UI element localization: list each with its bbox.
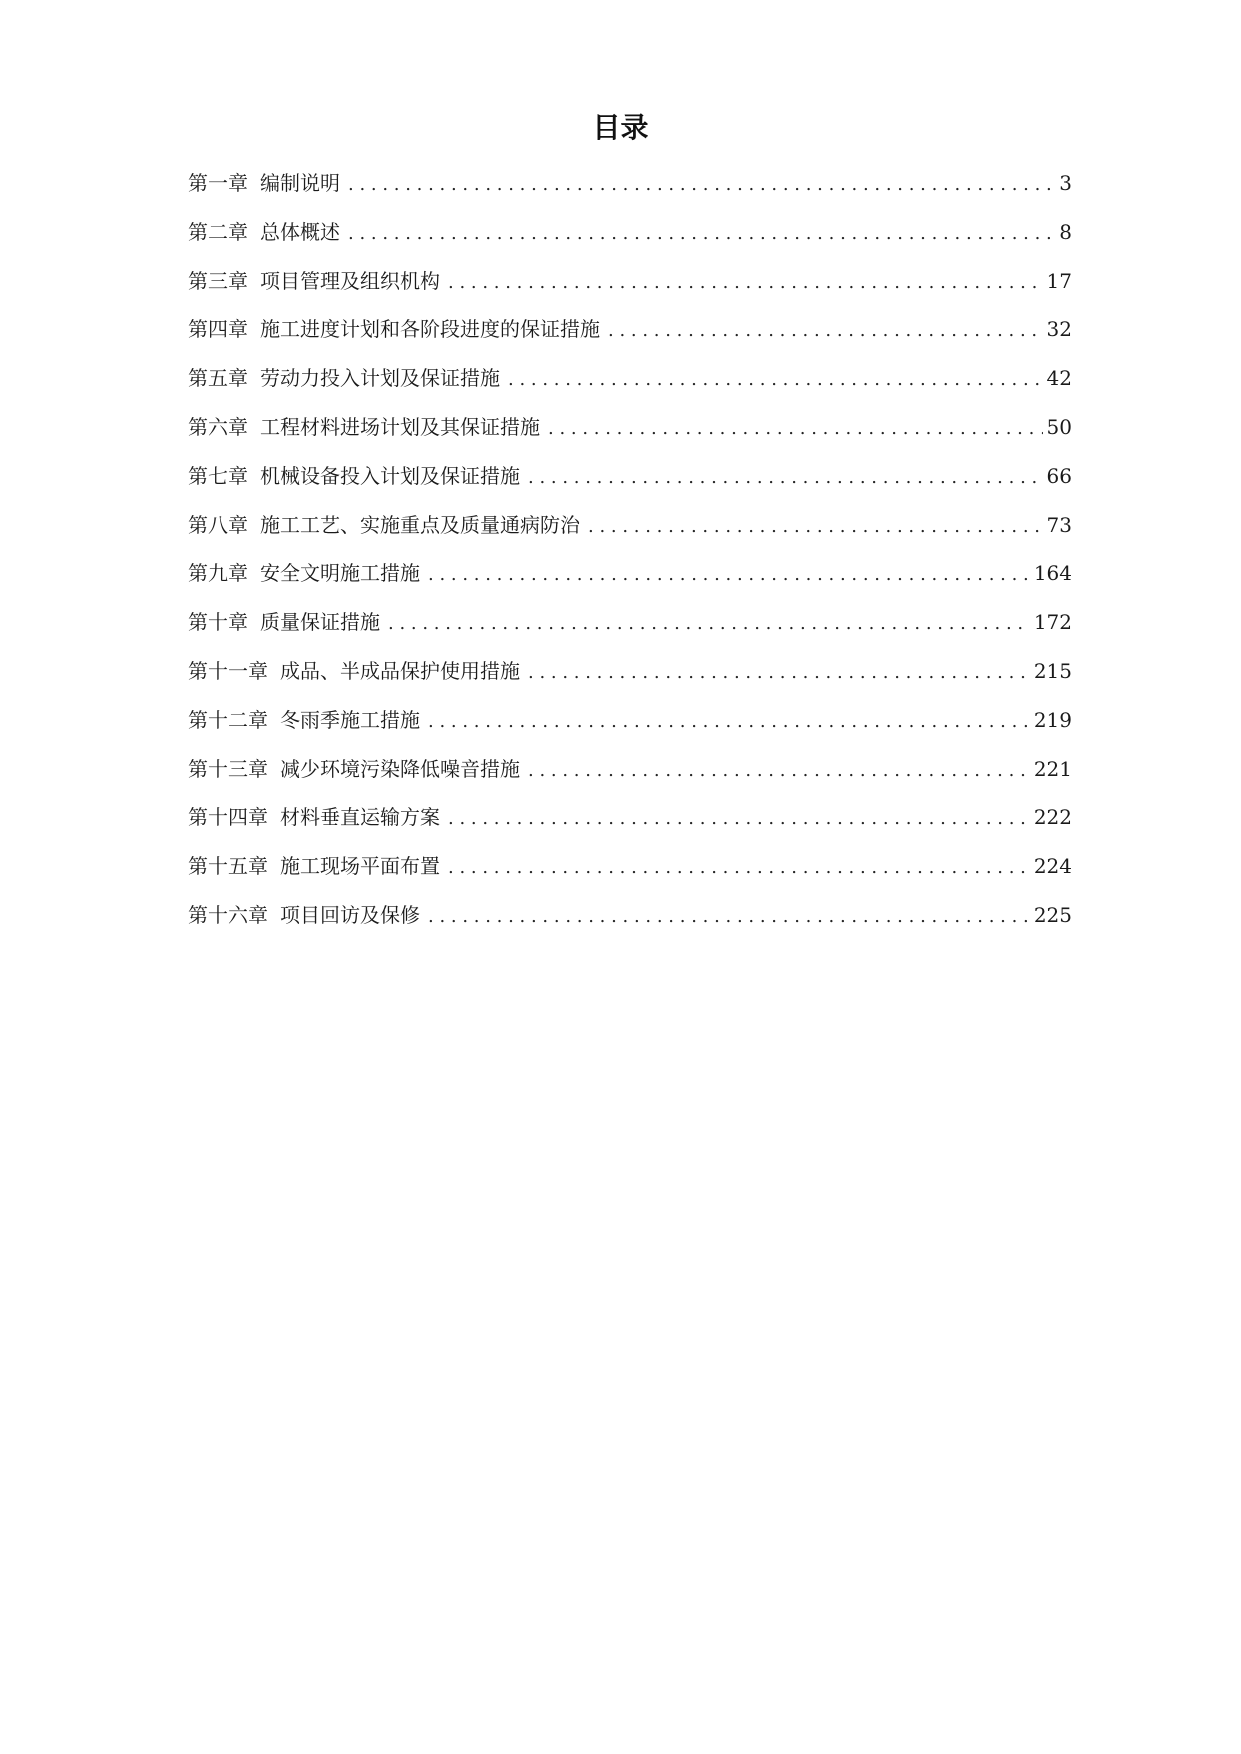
toc-chapter-title: 施工工艺、实施重点及质量通病防治 [260,512,580,537]
toc-dot-leader [348,219,1055,249]
toc-chapter-title: 减少环境污染降低噪音措施 [280,756,520,781]
toc-page-number: 224 [1033,854,1072,879]
toc-chapter-title: 材料垂直运输方案 [280,805,440,830]
toc-chapter-number: 第十一章 [188,658,268,683]
toc-page-number: 172 [1033,610,1072,635]
toc-chapter-number: 第五章 [188,366,248,391]
toc-dot-leader [548,414,1043,444]
toc-chapter-number: 第六章 [188,414,248,439]
toc-chapter-number: 第二章 [188,219,248,244]
toc-chapter-title: 劳动力投入计划及保证措施 [260,366,500,391]
toc-entry[interactable] [188,705,1072,754]
toc-dot-leader [428,707,1030,737]
toc-entry[interactable] [188,314,1072,363]
toc-chapter-title: 工程材料进场计划及其保证措施 [260,414,540,439]
toc-dot-leader [448,268,1043,298]
toc-chapter-title: 施工现场平面布置 [280,854,440,879]
toc-entry[interactable] [188,461,1072,510]
toc-page-number: 66 [1046,463,1072,488]
toc-entry[interactable] [188,754,1072,803]
toc-chapter-number: 第三章 [188,268,248,293]
table-of-contents [188,168,1072,949]
toc-chapter-title: 编制说明 [260,171,340,195]
toc-entry[interactable] [188,217,1072,266]
toc-page-number: 219 [1033,707,1072,732]
toc-dot-leader [388,609,1030,639]
toc-chapter-title: 机械设备投入计划及保证措施 [260,463,520,488]
toc-page-number: 221 [1033,756,1072,781]
toc-chapter-title: 项目回访及保修 [280,902,420,927]
toc-entry[interactable] [188,802,1072,851]
toc-entry[interactable] [188,900,1072,949]
page-title: 目录 [592,111,649,144]
toc-page-number: 42 [1046,366,1072,391]
toc-chapter-number: 第十六章 [188,902,268,927]
toc-page-number: 8 [1059,219,1072,244]
toc-dot-leader [348,170,1055,200]
toc-chapter-title: 冬雨季施工措施 [280,707,420,732]
toc-dot-leader [528,463,1043,493]
toc-entry[interactable] [188,656,1072,705]
toc-entry[interactable] [188,266,1072,315]
toc-chapter-number: 第四章 [188,317,248,342]
toc-chapter-number: 第八章 [188,512,248,537]
toc-page-number: 32 [1046,317,1072,342]
toc-chapter-title: 施工进度计划和各阶段进度的保证措施 [260,317,600,342]
toc-chapter-title: 总体概述 [260,219,340,244]
toc-entry[interactable] [188,412,1072,461]
toc-page-number: 225 [1033,902,1072,927]
toc-page-number: 215 [1033,658,1072,683]
toc-entry[interactable] [188,851,1072,900]
toc-chapter-number: 第十三章 [188,756,268,781]
toc-chapter-number: 第十章 [188,610,248,635]
toc-page-number: 73 [1046,512,1072,537]
toc-dot-leader [428,902,1030,932]
toc-chapter-number: 第十五章 [188,854,268,879]
toc-chapter-title: 质量保证措施 [260,610,380,635]
toc-page-number: 3 [1059,171,1072,195]
toc-page-number: 50 [1046,414,1072,439]
toc-entry[interactable] [188,558,1072,607]
toc-chapter-number: 第七章 [188,463,248,488]
toc-chapter-number: 第十四章 [188,805,268,830]
toc-chapter-title: 成品、半成品保护使用措施 [280,658,520,683]
toc-entry[interactable] [188,168,1072,217]
toc-dot-leader [588,512,1043,542]
toc-chapter-number: 第九章 [188,561,248,586]
toc-page-number: 164 [1033,561,1072,586]
toc-dot-leader [528,658,1030,688]
toc-dot-leader [608,316,1043,346]
toc-dot-leader [428,560,1030,590]
toc-entry[interactable] [188,510,1072,559]
toc-page-number: 17 [1046,268,1072,293]
toc-chapter-title: 安全文明施工措施 [260,561,420,586]
toc-chapter-number: 第十二章 [188,707,268,732]
toc-dot-leader [448,853,1030,883]
toc-page-number: 222 [1033,805,1072,830]
toc-dot-leader [508,365,1043,395]
toc-dot-leader [528,756,1030,786]
toc-chapter-number: 第一章 [188,171,248,195]
toc-dot-leader [448,804,1030,834]
toc-entry[interactable] [188,363,1072,412]
toc-chapter-title: 项目管理及组织机构 [260,268,440,293]
toc-entry[interactable] [188,607,1072,656]
